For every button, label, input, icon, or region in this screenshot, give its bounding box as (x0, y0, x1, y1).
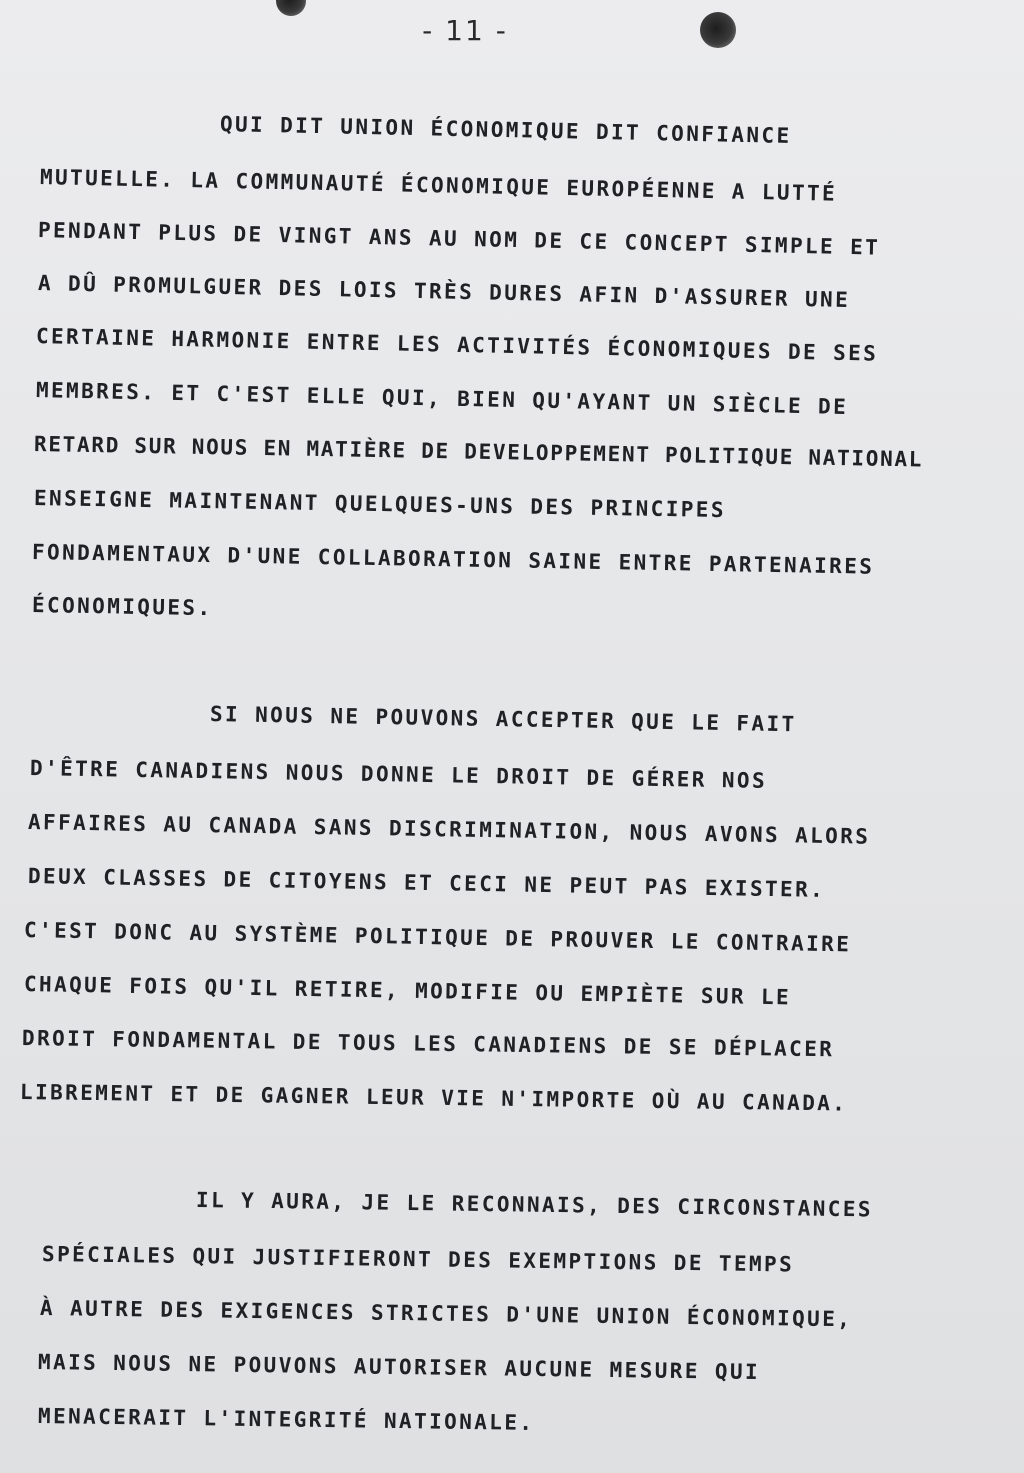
text-line: LIBREMENT ET DE GAGNER LEUR VIE N'IMPORTE OÙ AU CANADA. (19, 1080, 848, 1116)
page-number: - 11 - (422, 14, 508, 47)
text-line: DEUX CLASSES DE CITOYENS ET CECI NE PEUT PAS EXISTER. (27, 864, 826, 902)
text-line: SI NOUS NE POUVONS ACCEPTER QUE LE FAIT (209, 702, 797, 737)
text-line: SPÉCIALES QUI JUSTIFIERONT DES EXEMPTIONS DE TEMPS (41, 1242, 795, 1277)
text-line: MEMBRES. ET C'EST ELLE QUI, BIEN QU'AYANT UN SIÈCLE DE (35, 378, 849, 420)
text-line: QUI DIT UNION ÉCONOMIQUE DIT CONFIANCE (219, 112, 792, 148)
text-line: AFFAIRES AU CANADA SANS DISCRIMINATION, NOUS AVONS ALORS (27, 810, 871, 849)
text-line: MUTUELLE. LA COMMUNAUTÉ ÉCONOMIQUE EUROPÉENNE A LUTTÉ (39, 165, 838, 206)
text-line: À AUTRE DES EXIGENCES STRICTES D'UNE UNION ÉCONOMIQUE, (39, 1296, 853, 1332)
text-line: PENDANT PLUS DE VINGT ANS AU NOM DE CE CONCEPT SIMPLE ET (37, 218, 881, 260)
text-line: C'EST DONC AU SYSTÈME POLITIQUE DE PROUVER LE CONTRAIRE (23, 918, 852, 957)
text-line: CHAQUE FOIS QU'IL RETIRE, MODIFIE OU EMPIÈTE SUR LE (23, 972, 792, 1010)
text-line: ENSEIGNE MAINTENANT QUELQUES-UNS DES PRINCIPES (33, 486, 727, 523)
text-line: CERTAINE HARMONIE ENTRE LES ACTIVITÉS ÉCONOMIQUES DE SES (35, 324, 879, 366)
text-line: MAIS NOUS NE POUVONS AUTORISER AUCUNE MESURE QUI (37, 1350, 761, 1385)
text-line: A DÛ PROMULGUER DES LOIS TRÈS DURES AFIN D'ASSURER UNE (37, 271, 851, 313)
text-line: DROIT FONDAMENTAL DE TOUS LES CANADIENS DE SE DÉPLACER (21, 1026, 835, 1062)
text-line: RETARD SUR NOUS EN MATIÈRE DE DEVELOPPEMENT POLITIQUE NATIONAL (33, 432, 924, 472)
text-line: ÉCONOMIQUES. (31, 593, 213, 621)
text-line: IL Y AURA, JE LE RECONNAIS, DES CIRCONSTANCES (195, 1188, 874, 1222)
text-line: FONDAMENTAUX D'UNE COLLABORATION SAINE ENTRE PARTENAIRES (31, 540, 875, 579)
text-line: D'ÊTRE CANADIENS NOUS DONNE LE DROIT DE GÉRER NOS (29, 756, 768, 793)
text-line: MENACERAIT L'INTEGRITÉ NATIONALE. (37, 1404, 535, 1435)
